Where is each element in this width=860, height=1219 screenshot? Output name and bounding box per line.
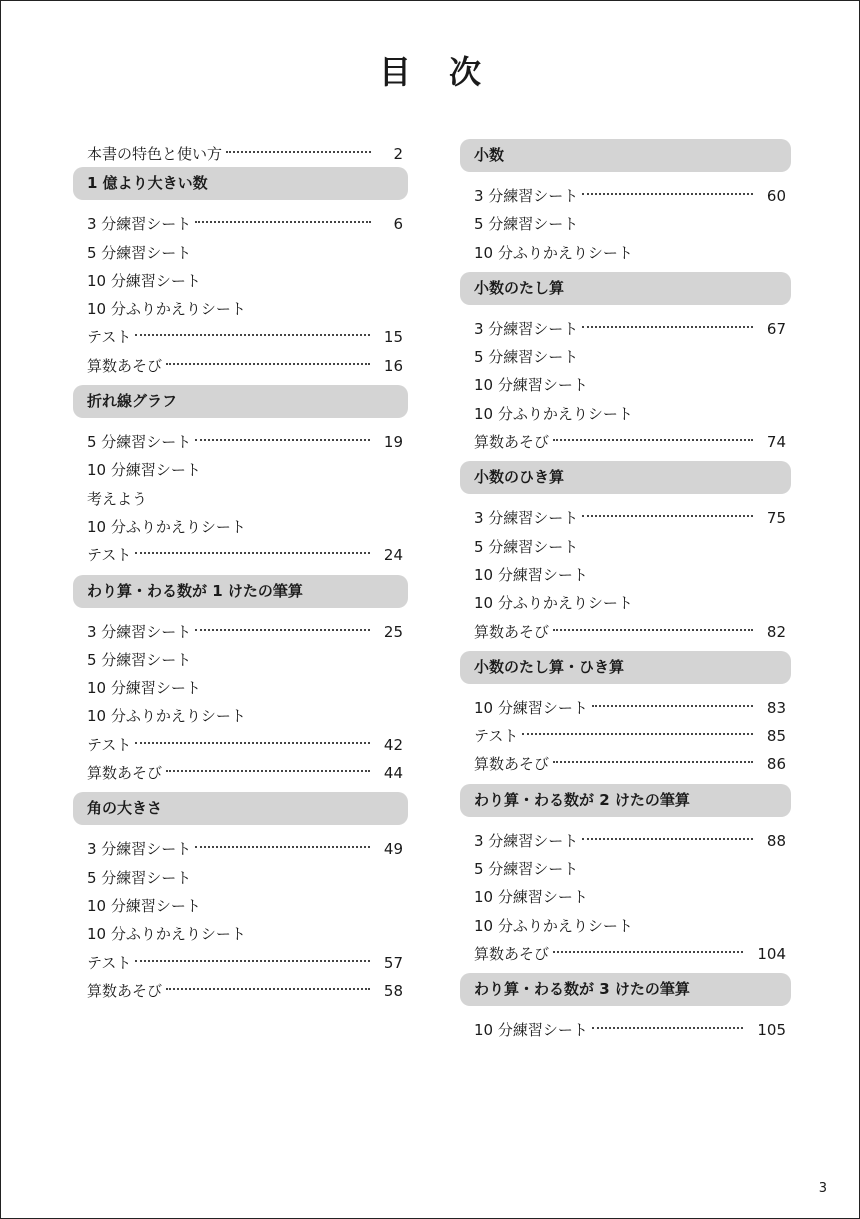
toc-entry[interactable]: [460, 210, 791, 238]
toc-entry-page: 16: [383, 356, 403, 375]
toc-entry-label: 10 分ふりかえりシート: [87, 707, 246, 726]
toc-entry[interactable]: [73, 428, 408, 456]
toc-entry-page: 25: [383, 622, 403, 641]
toc-entry-intro[interactable]: [73, 139, 408, 167]
toc-entry-page: 104: [757, 944, 786, 963]
leader-dots: [195, 846, 370, 848]
leader-dots: [553, 761, 753, 763]
leader-dots: [135, 334, 370, 336]
toc-entry[interactable]: [73, 352, 408, 380]
toc-entry-page: 83: [766, 698, 786, 717]
section-header[interactable]: 小数のひき算: [460, 461, 791, 494]
toc-entry-label: 算数あそび: [87, 764, 163, 783]
page-number: 3: [818, 1181, 827, 1196]
toc-entry[interactable]: [73, 295, 408, 323]
section-header[interactable]: 角の大きさ: [73, 792, 408, 825]
toc-entry-label: 10 分練習シート: [87, 461, 201, 480]
toc-entry[interactable]: [460, 239, 791, 267]
toc-entry-page: 85: [766, 727, 786, 746]
toc-entry[interactable]: [73, 456, 408, 484]
section-items: [460, 1006, 791, 1049]
toc-entry[interactable]: [460, 400, 791, 428]
toc-entry-page: 88: [766, 831, 786, 850]
toc-entry[interactable]: [73, 920, 408, 948]
toc-entry[interactable]: [73, 513, 408, 541]
toc-entry-label: 5 分練習シート: [87, 650, 192, 669]
leader-dots: [166, 770, 370, 772]
toc-entry-label: 算数あそび: [474, 944, 550, 963]
toc-entry[interactable]: [460, 371, 791, 399]
toc-entry[interactable]: [73, 674, 408, 702]
toc-entry[interactable]: [73, 731, 408, 759]
section-items: [460, 172, 791, 272]
toc-entry-label: テスト: [474, 727, 519, 746]
leader-dots: [592, 705, 753, 707]
toc-entry-label: 10 分練習シート: [87, 896, 201, 915]
leader-dots: [553, 629, 753, 631]
toc-entry[interactable]: [73, 646, 408, 674]
toc-entry[interactable]: [73, 323, 408, 351]
toc-entry-label: 5 分練習シート: [87, 868, 192, 887]
toc-entry[interactable]: [73, 702, 408, 730]
toc-entry-page: 82: [766, 622, 786, 641]
toc-entry[interactable]: [73, 864, 408, 892]
toc-entry[interactable]: [460, 722, 791, 750]
leader-dots: [135, 552, 370, 554]
section-header[interactable]: 1 億より大きい数: [73, 167, 408, 200]
toc-entry-label: 10 分練習シート: [87, 271, 201, 290]
toc-entry[interactable]: [460, 182, 791, 210]
toc-entry-label: 3 分練習シート: [474, 831, 579, 850]
section-items: [460, 817, 791, 973]
toc-entry-page: 44: [383, 764, 403, 783]
toc-entry-label: 算数あそび: [87, 981, 163, 1000]
toc-entry-label: 10 分ふりかえりシート: [474, 243, 633, 262]
toc-entry-page: 42: [383, 735, 403, 754]
toc-entry[interactable]: [73, 977, 408, 1005]
toc-entry-label: 10 分練習シート: [474, 888, 588, 907]
toc-entry[interactable]: [73, 541, 408, 569]
toc-entry-label: 10 分練習シート: [474, 1021, 588, 1040]
toc-entry[interactable]: [460, 694, 791, 722]
leader-dots: [166, 363, 370, 365]
toc-entry-label: 算数あそび: [87, 356, 163, 375]
toc-entry-label: 10 分ふりかえりシート: [474, 594, 633, 613]
toc-entry[interactable]: [460, 940, 791, 968]
toc-entry-label: 10 分練習シート: [474, 698, 588, 717]
section-header[interactable]: 小数: [460, 139, 791, 172]
toc-right-column: [460, 139, 791, 1050]
toc-entry-label: 算数あそび: [474, 755, 550, 774]
toc-entry[interactable]: [460, 827, 791, 855]
leader-dots: [166, 988, 370, 990]
toc-entry[interactable]: [73, 210, 408, 238]
toc-entry-page: 57: [383, 953, 403, 972]
toc-left-column: [73, 139, 408, 1010]
toc-entry-label: 3 分練習シート: [87, 840, 192, 859]
section-header[interactable]: 小数のたし算・ひき算: [460, 651, 791, 684]
toc-entry[interactable]: [73, 892, 408, 920]
toc-entry[interactable]: [73, 618, 408, 646]
toc-entry[interactable]: [460, 315, 791, 343]
leader-dots: [592, 1027, 744, 1029]
toc-entry-label: 考えよう: [87, 489, 148, 508]
toc-entry-page: 86: [766, 755, 786, 774]
toc-entry-label: テスト: [87, 328, 132, 347]
leader-dots: [582, 326, 753, 328]
section-header[interactable]: わり算・わる数が 2 けたの筆算: [460, 784, 791, 817]
section-header[interactable]: わり算・わる数が 1 けたの筆算: [73, 575, 408, 608]
leader-dots: [553, 439, 753, 441]
toc-entry[interactable]: [460, 533, 791, 561]
toc-entry-label: 10 分練習シート: [474, 565, 588, 584]
toc-entry-label: 10 分ふりかえりシート: [474, 404, 633, 423]
toc-entry-label: 5 分練習シート: [474, 537, 579, 556]
toc-entry[interactable]: [460, 750, 791, 778]
toc-entry-label: 本書の特色と使い方: [87, 145, 223, 163]
title-part1: 目: [378, 53, 413, 91]
toc-entry-label: 5 分練習シート: [474, 860, 579, 879]
toc-entry[interactable]: [460, 343, 791, 371]
toc-entry[interactable]: [73, 267, 408, 295]
section-items: [73, 608, 408, 793]
section-items: [460, 305, 791, 461]
toc-entry-label: 5 分練習シート: [474, 215, 579, 234]
toc-entry-label: 3 分練習シート: [87, 622, 192, 641]
leader-dots: [553, 951, 743, 953]
leader-dots: [195, 221, 371, 223]
leader-dots: [135, 960, 370, 962]
toc-entry-label: 3 分練習シート: [474, 319, 579, 338]
toc-entry-label: 3 分練習シート: [87, 215, 192, 234]
toc-entry[interactable]: [460, 1016, 791, 1044]
toc-entry[interactable]: [460, 504, 791, 532]
toc-entry-label: テスト: [87, 953, 132, 972]
toc-entry-label: 5 分練習シート: [87, 243, 192, 262]
toc-entry-page: 49: [383, 840, 403, 859]
leader-dots: [582, 515, 753, 517]
title-part2: 次: [449, 53, 484, 91]
toc-entry-label: 3 分練習シート: [474, 509, 579, 528]
toc-entry[interactable]: [73, 949, 408, 977]
leader-dots: [195, 439, 370, 441]
toc-entry-label: 10 分ふりかえりシート: [87, 517, 246, 536]
toc-entry-page: 60: [766, 187, 786, 205]
section-items: [460, 494, 791, 650]
toc-entry[interactable]: [460, 618, 791, 646]
toc-entry-page: 105: [757, 1021, 786, 1040]
section-header[interactable]: 小数のたし算: [460, 272, 791, 305]
toc-entry-label: 10 分ふりかえりシート: [474, 916, 633, 935]
toc-entry-label: 10 分ふりかえりシート: [87, 925, 246, 944]
section-items: [73, 418, 408, 574]
toc-entry-label: 3 分練習シート: [474, 187, 579, 205]
toc-entry[interactable]: [460, 912, 791, 940]
toc-entry[interactable]: [73, 239, 408, 267]
leader-dots: [522, 733, 753, 735]
toc-entry-page: 2: [393, 145, 403, 163]
toc-entry[interactable]: [460, 883, 791, 911]
toc-entry[interactable]: [460, 561, 791, 589]
leader-dots: [226, 151, 371, 153]
toc-entry-page: 6: [393, 215, 403, 234]
page-title: [1, 47, 860, 93]
leader-dots: [582, 838, 753, 840]
section-header[interactable]: わり算・わる数が 3 けたの筆算: [460, 973, 791, 1006]
toc-entry[interactable]: [73, 485, 408, 513]
toc-entry[interactable]: [73, 835, 408, 863]
toc-entry[interactable]: [460, 428, 791, 456]
section-items: [73, 825, 408, 1010]
toc-entry[interactable]: [460, 855, 791, 883]
leader-dots: [195, 629, 370, 631]
toc-entry-label: 5 分練習シート: [87, 433, 192, 452]
toc-entry-label: テスト: [87, 735, 132, 754]
section-items: [73, 200, 408, 385]
section-header[interactable]: 折れ線グラフ: [73, 385, 408, 418]
toc-entry-page: 67: [766, 319, 786, 338]
toc-entry-label: テスト: [87, 546, 132, 565]
toc-entry[interactable]: [73, 759, 408, 787]
toc-entry-page: 24: [383, 546, 403, 565]
section-items: [460, 684, 791, 784]
toc-entry-label: 10 分練習シート: [474, 376, 588, 395]
toc-entry-label: 算数あそび: [474, 433, 550, 452]
toc-entry-page: 19: [383, 433, 403, 452]
toc-entry-label: 5 分練習シート: [474, 348, 579, 367]
toc-entry-label: 算数あそび: [474, 622, 550, 641]
toc-entry-label: 10 分ふりかえりシート: [87, 300, 246, 319]
toc-entry[interactable]: [460, 589, 791, 617]
leader-dots: [135, 742, 370, 744]
toc-entry-page: 58: [383, 981, 403, 1000]
toc-entry-label: 10 分練習シート: [87, 679, 201, 698]
toc-entry-page: 15: [383, 328, 403, 347]
toc-entry-page: 74: [766, 433, 786, 452]
toc-entry-page: 75: [766, 509, 786, 528]
leader-dots: [582, 193, 753, 195]
